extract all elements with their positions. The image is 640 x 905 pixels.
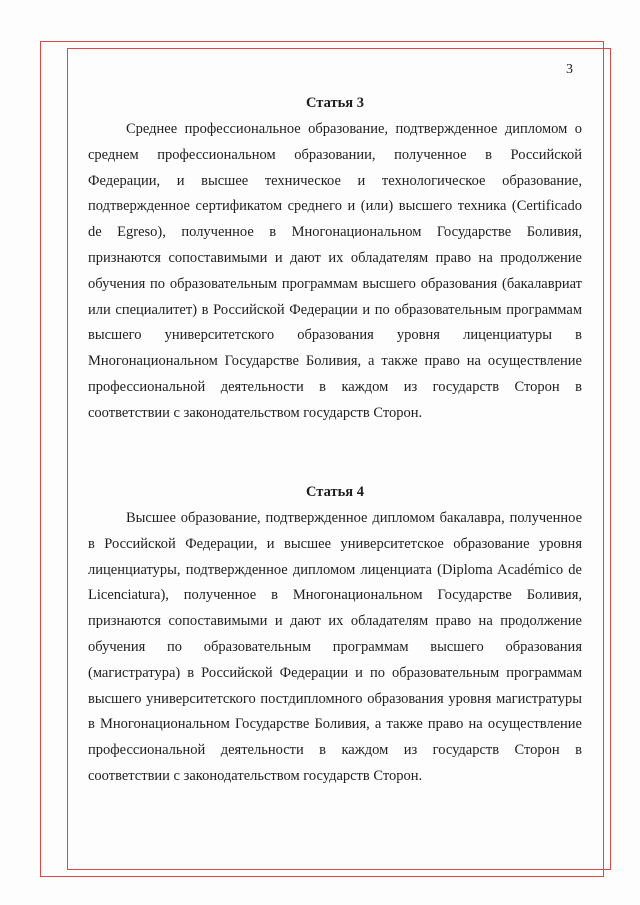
page-number: 3 — [566, 62, 573, 77]
article-title: Статья 4 — [306, 484, 364, 500]
article-text: Высшее образование, подтвержденное дипломом бакалавра, полученное в Российской Федерации, и высшее университетское образование уровня лиценциатуры, подтвержденное дипломом лиценциата (Diploma Académico de Licenciatura), полученное в Многонациональном Государстве Боливия, признаются сопоставимыми и дают их обладателям право на продолжение обучения по образовательным программам высшего образования (магистратура) в Российской Федерации и по образовательным программам высшего университетского постдипломного образования уровня магистратуры в Многонациональном Государстве Боливия, а также право на осуществление профессиональной деятельности в каждом из государств Сторон в соответствии с законодательством государств Сторон. — [88, 510, 582, 784]
article-text: Среднее профессиональное образование, подтвержденное дипломом о среднем профессиональном образовании, полученное в Российской Федерации, и высшее техническое и технологическое образование, подтвержденное сертификатом среднего и (или) высшего техника (Certificado de Egreso), полученное в Многонациональном Государстве Боливия, признаются сопоставимыми и дают их обладателям право на продолжение обучения по образовательным программам высшего образования (бакалавриат или специалитет) в Российской Федерации и по образовательным программам высшего университетского образования уровня лиценциатуры в Многонациональном Государстве Боливия, а также право на осуществление профессиональной деятельности в каждом из государств Сторон в соответствии с законодательством государств Сторон. — [88, 121, 582, 421]
article-3 — [88, 93, 582, 427]
article-title: Статья 3 — [306, 95, 364, 111]
article-4 — [88, 482, 582, 790]
